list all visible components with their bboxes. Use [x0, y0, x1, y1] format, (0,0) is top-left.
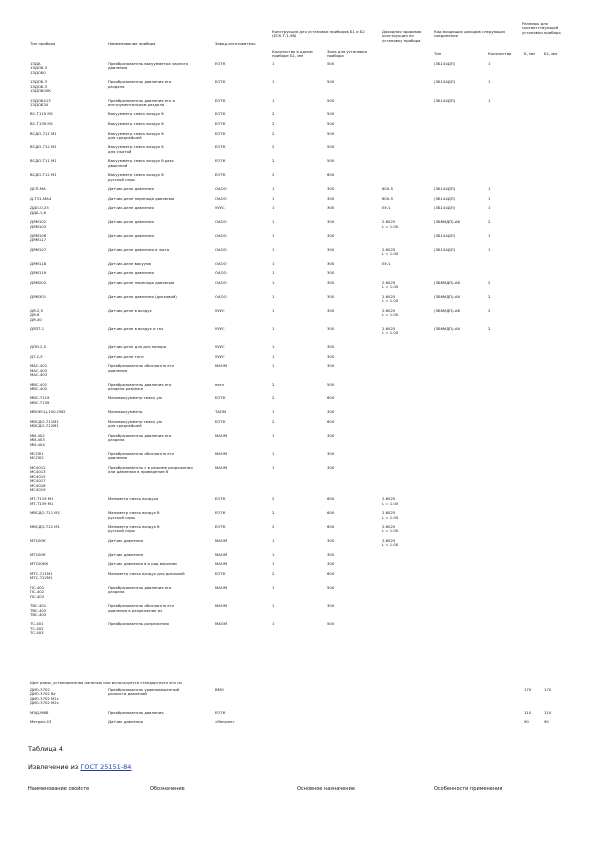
row-maker: МАОМ — [215, 584, 228, 590]
col-header-design-qty: Количество в одном приборе Б1, мм — [272, 49, 313, 59]
row-qty: 2 — [272, 496, 275, 502]
row-maker: ЕОТК — [215, 120, 226, 126]
row-type: ДЯМ118 — [30, 260, 47, 266]
row-size: 500 — [327, 144, 335, 150]
row-name: Датчик-реле давления — [108, 205, 154, 211]
row-type: МВОЕСЦ-100-ОМ2 — [30, 409, 66, 415]
row-name: Вакуумметр смесь воздух б ракс двоичной — [108, 158, 175, 168]
row-name: Преобразователь давления его раздела — [108, 79, 172, 89]
row-type: 1ЗДОБ.3 1ЗДОБ.3 1ЗДОБ00К — [30, 79, 51, 94]
row-qty: 1 — [272, 464, 275, 470]
row-size: 600 — [327, 496, 335, 502]
row-qty: 2 — [272, 158, 275, 164]
row-name: Преобразователь давления его раздела разреже — [108, 381, 172, 391]
row-qty: 1 — [272, 344, 275, 350]
row-name: Датчик давления — [108, 537, 143, 543]
row-qty: 1 — [272, 205, 275, 211]
row-name: Датчик-реле в воздух — [108, 307, 152, 313]
row-qty: 2 — [272, 510, 275, 516]
row-maker: ОАОО — [215, 233, 227, 238]
row-size: 300 — [327, 279, 335, 285]
row-duct-qty: 2 — [488, 219, 491, 225]
row-name: Датчик давления в и ряд верхним — [108, 561, 177, 567]
row-name: Вакуумметр смесь воздух б русской серы — [108, 172, 164, 182]
row-dim-b1: 170 — [544, 687, 552, 692]
col-header-dims: Размеры для соответствующей установки прибора — [522, 21, 561, 35]
row-maker: еотк — [215, 381, 225, 387]
row-maker: ЕОТК — [215, 61, 226, 66]
row-type: ВС-Т119 М1 — [30, 111, 54, 117]
row-qty: 1 — [272, 293, 275, 299]
row-maker: ЕОТК — [215, 130, 226, 136]
row-type: ВС-Т139 М1 — [30, 120, 54, 126]
row-duct-qty: 1 — [488, 79, 491, 85]
row-qty: 1 — [272, 233, 275, 238]
row-size: 500 — [327, 61, 335, 66]
footer-col-properties: Наименование свойств — [28, 786, 90, 792]
row-qty: 2 — [272, 418, 275, 424]
col-header-maker: Завод-изготовитель — [215, 41, 256, 46]
row-maker: ОАОО — [215, 246, 227, 252]
row-qty: 2 — [272, 144, 275, 150]
row-size: 300 — [327, 464, 335, 470]
row-maker: МАОМ — [215, 363, 228, 369]
row-type: МАС-401 МАС-402 МАС-403 — [30, 363, 48, 378]
row-qty: 1 — [272, 79, 275, 85]
row-name: Преобразователь давления — [108, 709, 164, 715]
row-size: 300 — [327, 233, 335, 238]
row-duct-type: (ЗБ144ДП) — [434, 233, 456, 238]
row-type: ТВС-401 ТВС-402 ТВС-403 — [30, 603, 47, 617]
row-maker: ЕОТК — [215, 496, 226, 502]
row-size: 300 — [327, 344, 335, 350]
row-type: ДЯМ119 — [30, 270, 47, 276]
row-dim-b: 110 — [524, 709, 532, 715]
row-extra: 2.6025 L = 1.00 — [382, 219, 399, 229]
row-name: Мановакуумметр смесь ую для среднейшей — [108, 418, 162, 429]
row-duct-type: (ЗБ144ДП) — [434, 195, 456, 201]
row-qty: 1 — [272, 603, 275, 609]
row-duct-qty: 2 — [488, 279, 491, 285]
row-duct-qty: 1 — [488, 195, 491, 201]
row-type: ТС-401 ТС-402 ТС-403 — [30, 621, 44, 636]
row-name: Преобразователь вакуумметра черного давления — [108, 61, 189, 71]
row-size: 300 — [327, 270, 335, 276]
row-size: 600 — [327, 524, 335, 530]
row-maker: ЕОТК — [215, 97, 226, 103]
row-extra: 2.6025 L = 1.00 — [382, 325, 399, 336]
row-size: 300 — [327, 363, 335, 369]
row-type: Метран-43 — [30, 719, 52, 725]
row-size: 300 — [327, 603, 335, 609]
row-maker: ОАОО — [215, 293, 227, 299]
row-name: Вакуумметр смесь воздух б — [108, 120, 164, 126]
row-name: Вакуумметр смесь воздух б для сжатой — [108, 144, 164, 154]
row-maker: ЕОТК — [215, 172, 226, 178]
row-type: МТС-711М1 МТС-712М1 — [30, 570, 53, 581]
row-size: 300 — [327, 205, 335, 211]
row-name: Манометр смесь воздух б русской серы — [108, 510, 160, 520]
row-name: Датчик давления — [108, 551, 143, 557]
row-extra: 2.6025 L = 1.00 — [382, 537, 399, 548]
row-maker: ЕОТК — [215, 144, 226, 150]
row-maker: ЕОТК — [215, 570, 226, 576]
row-size: 300 — [327, 293, 335, 299]
row-maker: ЕОТК — [215, 709, 226, 715]
row-qty: 2 — [272, 111, 275, 117]
row-size: 500 — [327, 158, 335, 164]
row-qty: 2 — [272, 381, 275, 387]
col-header-extra: Доходная здоровая конструкция на установку прибора — [382, 29, 422, 43]
gost-link[interactable]: ГОСТ 25151-84 — [80, 763, 132, 771]
row-name: Датчик-реле для для напора — [108, 344, 167, 350]
row-dim-b1: 90 — [544, 719, 549, 725]
row-qty: 1 — [272, 409, 275, 415]
row-qty: 2 — [272, 130, 275, 136]
row-maker: УУУС — [215, 307, 225, 313]
row-duct-qty: 2 — [488, 307, 491, 313]
table-caption: Таблица 4 — [28, 745, 63, 753]
row-maker: ЕОТК — [215, 418, 226, 424]
row-size: 500 — [327, 79, 335, 85]
row-duct-qty: 1 — [488, 205, 491, 211]
row-type: ДЯМ102 ДЯМ103 — [30, 219, 47, 229]
row-type: МСЛ01 МСЛ02 — [30, 451, 44, 461]
row-type: МВСДО-711М1 МВСДО-712М1 — [30, 418, 59, 429]
row-extra: 2.6025 L = 1.00 — [382, 279, 399, 290]
row-type: ВСДО-Т11 М1 — [30, 158, 57, 164]
row-maker: ЕОТК — [215, 510, 226, 516]
row-size: 500 — [327, 120, 335, 126]
row-size: 300 — [327, 451, 335, 457]
row-name: Преобразователь давления его в инструментальном раздела — [108, 97, 175, 107]
row-maker: «Метран» — [215, 719, 235, 725]
row-size: 300 — [327, 537, 335, 543]
row-size: 600 — [327, 510, 335, 516]
row-type: ДЛН-2,5 — [30, 344, 47, 350]
row-name: Датчик-реле давления — [108, 233, 154, 238]
row-type: ДЯМ107 — [30, 246, 47, 252]
row-qty: 1 — [272, 325, 275, 331]
row-dim-b: 90 — [524, 719, 529, 725]
row-type: ВСДО-711 М1 — [30, 130, 57, 136]
row-size: 300 — [327, 409, 335, 415]
col-header-ducts: Код входящих доходов следующих соединения — [434, 29, 506, 39]
row-size: 300 — [327, 353, 335, 359]
row-size: 500 — [327, 621, 335, 627]
footer-col-purpose: Основное назначение — [297, 786, 355, 792]
row-maker: ЕОТК — [215, 158, 226, 164]
row-type: ВСДО-Т12 М1 — [30, 172, 57, 178]
row-name: Преобразователь уравновешенный разности давлений — [108, 687, 180, 697]
row-size: 500 — [327, 97, 335, 103]
row-qty: 1 — [272, 451, 275, 457]
row-maker: УУУС — [215, 205, 225, 211]
col-header-type: Тип прибора — [30, 41, 56, 46]
row-qty: 1 — [272, 97, 275, 103]
col-header-design: Конструкция для установки приборов Б1 и Б2 (ЕСК-Т-1-98) — [272, 29, 365, 39]
row-type: ДДО-0,25 ДДА-1,6 — [30, 205, 49, 215]
row-name: Датчик-реле давления и юкга — [108, 246, 170, 252]
row-maker: ВМО — [215, 687, 224, 692]
row-extra: ЕУ-1 — [382, 260, 391, 266]
row-type: ДЯ-2,5 ДЯ-6 ДЯ-40 — [30, 307, 44, 322]
row-name: Датчик-реле давления — [108, 186, 154, 192]
row-duct-type: (ЗБ6МДП)-А6 — [434, 325, 460, 331]
row-qty: 1 — [272, 186, 275, 192]
footer-col-designation: Обозначение — [150, 786, 185, 792]
row-duct-type: (ЗБ144ДП) — [434, 186, 456, 192]
row-name: Вакуумметр смесь воздух б для среднейшей — [108, 130, 164, 140]
row-maker: ЕОТК — [215, 111, 226, 117]
row-size: 300 — [327, 186, 335, 192]
row-extra: 2.6025 L = 1.00 — [382, 307, 399, 318]
table-note: Щит рамы, установленная панелью или используется стандартного его по — [30, 680, 182, 685]
row-qty: 2 — [272, 524, 275, 530]
row-size: 300 — [327, 195, 335, 201]
row-size: 500 — [327, 381, 335, 387]
row-name: Мановакуумметр смесь ую — [108, 395, 162, 401]
row-type: МТ100К — [30, 551, 46, 557]
row-size: 300 — [327, 260, 335, 266]
row-qty: 2 — [272, 120, 275, 126]
row-name: Датчик-реле перепада давления — [108, 279, 175, 285]
row-name: Преобразователь давления его раздела — [108, 432, 172, 443]
row-size: 600 — [327, 418, 335, 424]
row-name: Датчик давления — [108, 719, 143, 725]
row-qty: 2 — [272, 395, 275, 401]
row-extra: 600-5 — [382, 195, 394, 201]
row-qty: 1 — [272, 551, 275, 557]
row-type: 1ЗДОБ413 1ЗДОБ30 — [30, 97, 51, 107]
row-duct-type: (ЗБ144ДП) — [434, 61, 456, 66]
row-type: ДЯМ301 — [30, 293, 47, 299]
row-name: Преобразователь абсолютно его давления в разрежение из — [108, 603, 174, 613]
row-duct-qty: 1 — [488, 61, 491, 66]
row-maker: МАОМ — [215, 432, 228, 438]
row-maker: ОАОО — [215, 219, 227, 225]
row-maker: МАОМ — [215, 464, 228, 470]
row-type: ДЯМ202 — [30, 279, 47, 285]
row-size: 300 — [327, 246, 335, 252]
row-name: Датчик-реле давления — [108, 219, 154, 225]
row-name: Преобразователь абсолютно его давления — [108, 363, 174, 373]
row-maker: ЕОТК — [215, 524, 226, 530]
row-name: Манометр смесь воздуха — [108, 496, 159, 502]
row-size: 300 — [327, 325, 335, 331]
row-qty: 1 — [272, 61, 275, 66]
row-qty: 1 — [272, 307, 275, 313]
row-duct-qty: 1 — [488, 97, 491, 103]
footer-col-features: Особенности применения — [434, 786, 503, 792]
col-header-ducts-type: Тип — [434, 51, 442, 56]
row-maker: ОАОО — [215, 195, 227, 201]
row-size: 500 — [327, 584, 335, 590]
row-name: Манометр смесь воздух для дисковой — [108, 570, 185, 576]
row-type: ДЯЗТ-1 — [30, 325, 45, 331]
row-name: Мановакуумметр — [108, 409, 143, 415]
row-type: МС4012 МС4013 МС4015 МС4017 МС4018 МС4019 — [30, 464, 46, 492]
row-maker: МАОМ — [215, 551, 228, 557]
row-qty: 1 — [272, 621, 275, 627]
row-duct-qty: 1 — [488, 233, 491, 238]
row-size: 500 — [327, 130, 335, 136]
row-name: Датчик-реле перепада давления — [108, 195, 175, 201]
row-maker: МАОМ — [215, 621, 228, 627]
row-qty: 1 — [272, 219, 275, 225]
row-size: 600 — [327, 570, 335, 576]
row-maker: ОАОО — [215, 186, 227, 192]
row-duct-type: (ЗБ144ДП) — [434, 79, 456, 85]
row-type: МВС-401 МВС-402 — [30, 381, 48, 391]
row-dim-b1: 110 — [544, 709, 552, 715]
row-extra: 2.6025 L = 1.00 — [382, 293, 399, 304]
row-maker: ЕОТК — [215, 79, 226, 85]
row-duct-qty: 1 — [488, 186, 491, 192]
row-size: 600 — [327, 395, 335, 401]
row-duct-qty: 1 — [488, 246, 491, 252]
row-type: Д-Т31-МА4 — [30, 195, 52, 201]
row-type: МВС-Т119 МВС-Т139 — [30, 395, 50, 405]
row-type: МТ-Т119 М1 МТ-Т139 М1 — [30, 496, 54, 506]
row-duct-type: (ЗБ6МДП)-А6 — [434, 219, 460, 225]
row-duct-type: (ЗБ144ДП) — [434, 205, 456, 211]
col-header-name: Наименование прибора — [108, 41, 156, 46]
row-size: 300 — [327, 432, 335, 438]
row-type: ДТ-2,5 — [30, 353, 43, 359]
row-maker: ОАОО — [215, 279, 227, 285]
row-name: Преобразователь разрежения — [108, 621, 169, 627]
row-qty: 1 — [272, 432, 275, 438]
row-extra: 2.6025 L = 1.00 — [382, 496, 399, 506]
row-qty: 1 — [272, 260, 275, 266]
row-qty: 2 — [272, 570, 275, 576]
row-qty: 1 — [272, 270, 275, 276]
row-name: Преобразователь абсолютно его давления — [108, 451, 174, 461]
row-qty: 1 — [272, 363, 275, 369]
row-name: Датчик-реле давления (дисковой) — [108, 293, 177, 299]
row-size: 300 — [327, 551, 335, 557]
row-name: Вакуумметр смесь воздух б — [108, 111, 164, 117]
row-duct-qty: 2 — [488, 325, 491, 331]
row-maker: ЕОТК — [215, 395, 226, 401]
row-maker: ОАОО — [215, 270, 227, 276]
col-header-ducts-qty: Количество — [488, 51, 512, 56]
row-size: 600 — [327, 172, 335, 178]
row-size: 300 — [327, 561, 335, 567]
row-duct-type: (ЗБ6МДП)-А6 — [434, 293, 460, 299]
row-qty: 1 — [272, 561, 275, 567]
row-maker: ТАОМ — [215, 409, 227, 415]
col-header-dims-b: Б, мм — [524, 51, 535, 56]
row-size: 300 — [327, 307, 335, 313]
row-type: ДЯМ106 ДЯМ117 — [30, 233, 47, 243]
row-size: 500 — [327, 111, 335, 117]
row-maker: ОАОО — [215, 260, 227, 266]
row-type: МВСДО-Т12 М1 — [30, 524, 60, 530]
row-type: МВСДО-711 М1 — [30, 510, 61, 516]
row-extra: ЕУ-1 — [382, 205, 391, 211]
excerpt-line — [28, 763, 131, 771]
row-name: Датчик-реле давления — [108, 270, 154, 276]
row-qty: 1 — [272, 537, 275, 543]
row-duct-type: (ЗБ6МДП)-А6 — [434, 307, 460, 313]
row-duct-type: (ЗБ6МДП)-А6 — [434, 279, 460, 285]
row-extra: 2.6025 L = 1.00 — [382, 246, 399, 257]
row-type: МТ100К — [30, 537, 46, 543]
row-name: Датчик-реле вакуума — [108, 260, 152, 266]
row-extra: 600-5 — [382, 186, 394, 192]
row-maker: МАОМ — [215, 603, 228, 609]
row-dim-b: 170 — [524, 687, 532, 692]
row-name: Преобразователь с в режиме разрежения или давлении в приведение б — [108, 464, 193, 475]
row-qty: 1 — [272, 353, 275, 359]
row-maker: МАОМ — [215, 451, 228, 457]
row-qty: 1 — [272, 195, 275, 201]
row-maker: УУУС — [215, 325, 225, 331]
row-type: МЭД-М68 — [30, 709, 49, 715]
row-duct-type: (ЗБ144ДП) — [434, 97, 456, 103]
row-type: ВСДО-712 М1 — [30, 144, 57, 150]
row-type: ПС-401 ПС-402 ПС-403 — [30, 584, 45, 599]
row-name: Манометр смесь воздух б русской серы — [108, 524, 160, 534]
row-duct-qty: 2 — [488, 293, 491, 299]
row-name: Датчик-реле в воздух и газ — [108, 325, 163, 331]
row-duct-type: (ЗБ144ДП) — [434, 246, 456, 252]
row-extra: 2.6025 L = 1.00 — [382, 510, 399, 520]
col-header-dims-b1: Б1, мм — [544, 51, 558, 56]
row-maker: МАОМ — [215, 537, 228, 543]
row-qty: 1 — [272, 584, 275, 590]
row-maker: МАОМ — [215, 561, 228, 567]
row-name: Преобразователь давления его раздела — [108, 584, 172, 595]
row-type: ДСП-МА — [30, 186, 46, 192]
row-type: МТ100КК — [30, 561, 49, 567]
row-size: 300 — [327, 219, 335, 225]
row-qty: 1 — [272, 279, 275, 285]
row-maker: УУУС — [215, 344, 225, 350]
row-name: Датчик-реле тяги — [108, 353, 144, 359]
excerpt-prefix: Извлечение из — [28, 763, 81, 771]
row-extra: 2.6025 L = 1.00 — [382, 524, 399, 534]
row-qty: 1 — [272, 246, 275, 252]
row-type: ДИО-3702 ДИО-3702 Вс ДИО-3702 М1с ДИО-3702 М2с — [30, 687, 59, 706]
row-qty: 2 — [272, 172, 275, 178]
row-maker: УУУС — [215, 353, 225, 359]
col-header-design-size: Зона для установки прибора — [327, 49, 367, 59]
row-type: 1ЗДА 1ЗДОБ.3 1ЗДОБ0 — [30, 61, 48, 75]
row-type: МИ-402 МИ-403 МИ-404 — [30, 432, 45, 447]
